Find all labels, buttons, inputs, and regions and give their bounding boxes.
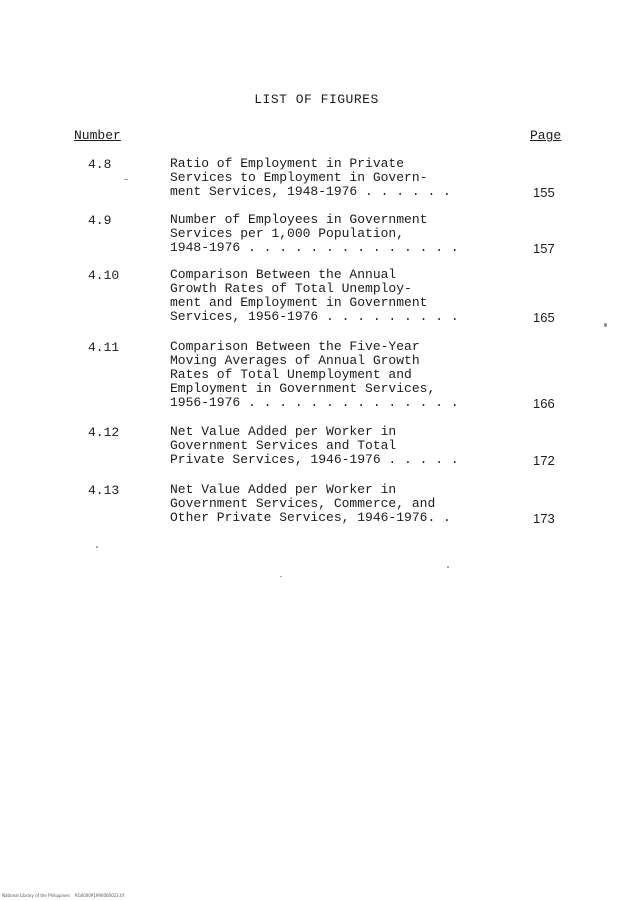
page-number: 165	[533, 310, 555, 325]
figure-title-line: Services to Employment in Govern-	[170, 170, 428, 185]
figure-title-line: Private Services, 1946-1976 . . . . .	[170, 452, 459, 467]
figure-title	[170, 268, 459, 324]
figure-title-line: Ratio of Employment in Private	[170, 156, 405, 171]
figure-title-line: Moving Averages of Annual Growth	[170, 353, 420, 368]
figure-title-line: ment and Employment in Government	[170, 295, 428, 310]
figure-title-line: Government Services and Total	[170, 438, 397, 453]
number-column-header: Number	[74, 128, 121, 143]
page-number: 155	[533, 185, 555, 200]
figure-number: 4.12	[88, 425, 120, 440]
figure-title-line: Comparison Between the Five-Year	[170, 339, 420, 354]
figure-title-line: Government Services, Commerce, and	[170, 496, 436, 511]
page-number: 157	[533, 241, 555, 256]
scan-footer: National Library of the Philippines RG0000P1990000023.tif	[2, 893, 125, 898]
scan-speck	[96, 546, 98, 548]
scan-speck	[124, 179, 128, 180]
figure-title-line: Growth Rates of Total Unemploy-	[170, 281, 412, 296]
page-number: 166	[533, 396, 555, 411]
figure-number: 4.8	[88, 157, 112, 172]
figure-title-line: Employment in Government Services,	[170, 381, 436, 396]
figure-number: 4.10	[88, 268, 120, 283]
figure-title-line: Comparison Between the Annual	[170, 267, 397, 282]
figure-title	[170, 157, 451, 199]
figure-number: 4.11	[88, 340, 120, 355]
figure-title-line: Net Value Added per Worker in	[170, 424, 397, 439]
scan-speck	[604, 323, 607, 327]
figure-title-line: 1956-1976 . . . . . . . . . . . . . .	[170, 395, 459, 410]
figure-title-line: Rates of Total Unemployment and	[170, 367, 412, 382]
figure-number: 4.13	[88, 483, 120, 498]
figure-title-line: Number of Employees in Government	[170, 212, 428, 227]
figure-number: 4.9	[88, 213, 112, 228]
page-number: 172	[533, 453, 555, 468]
figure-title-line: Services per 1,000 Population,	[170, 226, 405, 241]
figure-title	[170, 483, 451, 525]
scan-speck	[280, 576, 282, 577]
page-column-header: Page	[530, 128, 562, 143]
figure-title-line: 1948-1976 . . . . . . . . . . . . . .	[170, 240, 459, 255]
figure-title-line: Services, 1956-1976 . . . . . . . . .	[170, 309, 459, 324]
figure-title-line: Other Private Services, 1946-1976. .	[170, 510, 451, 525]
page-number: 173	[533, 511, 555, 526]
scan-speck	[447, 566, 449, 568]
figure-title	[170, 425, 459, 467]
page-title: LIST OF FIGURES	[254, 92, 379, 107]
figure-title-line: ment Services, 1948-1976 . . . . . .	[170, 184, 451, 199]
figure-title-line: Net Value Added per Worker in	[170, 482, 397, 497]
figure-title	[170, 340, 459, 410]
figure-title	[170, 213, 459, 255]
